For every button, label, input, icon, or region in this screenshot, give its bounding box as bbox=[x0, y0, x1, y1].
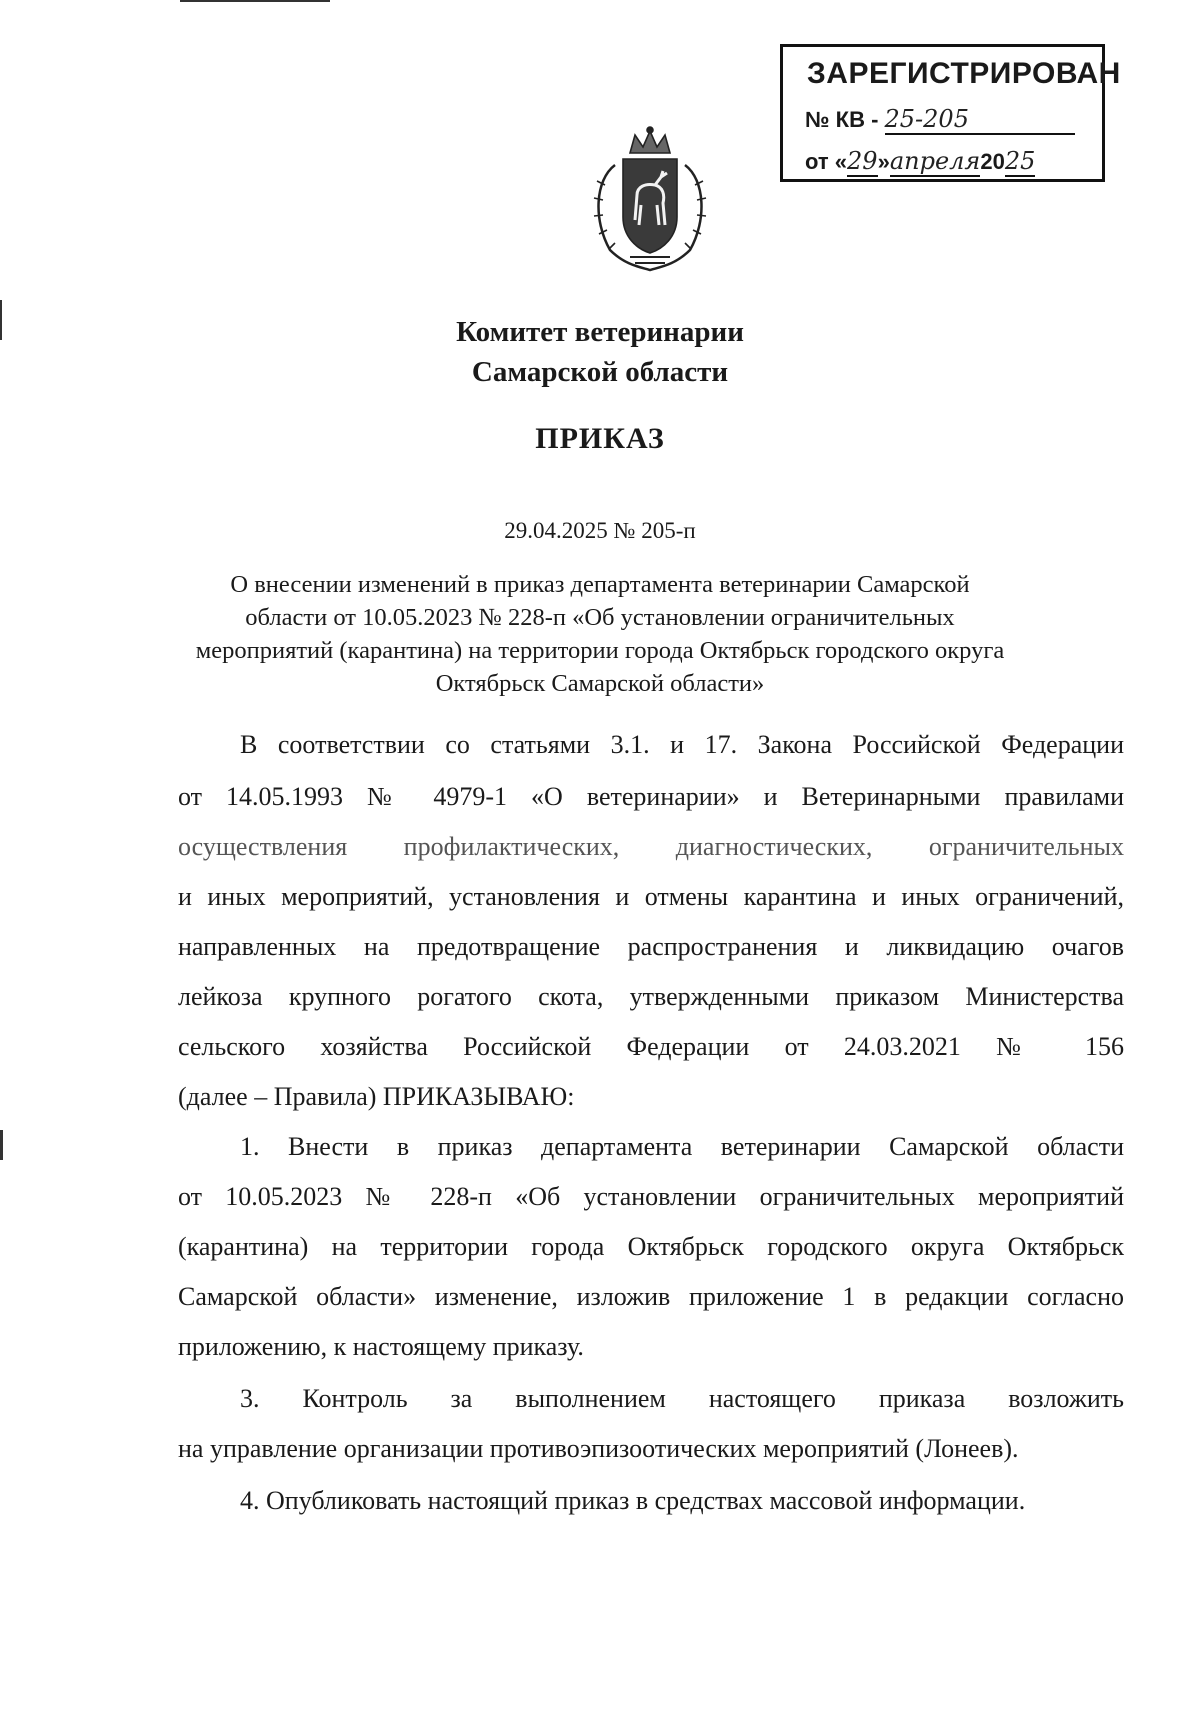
subject-line: О внесении изменений в приказ департамента ветеринарии Самарской bbox=[230, 571, 970, 598]
scan-edge-mark bbox=[0, 300, 2, 340]
preamble-line: лейкоза крупного рогатого скота, утвержденными приказом Министерства bbox=[178, 982, 1124, 1011]
scan-edge-mark bbox=[180, 0, 330, 2]
item-4-line: 4. Опубликовать настоящий приказ в средствах массовой информации. bbox=[240, 1486, 1026, 1515]
document-type-title: ПРИКАЗ bbox=[535, 422, 665, 455]
organization-name-line-2: Самарской области bbox=[471, 356, 729, 388]
stamp-number-line bbox=[805, 105, 1075, 135]
order-subject bbox=[0, 568, 1200, 700]
item-3-line: 3. Контроль за выполнением настоящего приказа возложить bbox=[240, 1384, 1124, 1413]
scan-edge-mark bbox=[0, 1130, 3, 1160]
stamp-date-day: 29 bbox=[847, 147, 878, 175]
samara-coat-of-arms-icon bbox=[575, 125, 725, 275]
document-date-number: 29.04.2025 № 205-п bbox=[504, 518, 696, 543]
preamble-line: осуществления профилактических, диагностических, ограничительных bbox=[178, 832, 1124, 861]
item-1-line: (карантина) на территории города Октябрьск городского округа Октябрьск bbox=[178, 1232, 1124, 1261]
stamp-number-handwritten: 25-205 bbox=[884, 105, 969, 133]
preamble-line: и иных мероприятий, установления и отмены карантина и иных ограничений, bbox=[178, 882, 1124, 911]
stamp-date-mid: » bbox=[877, 149, 890, 174]
subject-line: Октябрьск Самарской области» bbox=[435, 670, 765, 697]
subject-line: области от 10.05.2023 № 228-п «Об установлении ограничительных bbox=[245, 604, 955, 631]
registration-stamp bbox=[780, 44, 1121, 182]
stamp-date-prefix: от « bbox=[805, 149, 848, 174]
item-3-line: на управление организации противоэпизоотических мероприятий (Лонеев). bbox=[178, 1434, 1019, 1463]
stamp-date-year-suffix: 25 bbox=[1004, 147, 1036, 175]
preamble-line: от 14.05.1993 № 4979-1 «О ветеринарии» и Ветеринарными правилами bbox=[178, 782, 1124, 811]
item-1-line: 1. Внести в приказ департамента ветеринарии Самарской области bbox=[240, 1132, 1124, 1161]
item-1-line: от 10.05.2023 № 228-п «Об установлении ограничительных мероприятий bbox=[178, 1182, 1124, 1211]
preamble-line: сельского хозяйства Российской Федерации от 24.03.2021 № 156 bbox=[178, 1032, 1124, 1061]
subject-line: мероприятий (карантина) на территории города Октябрьск городского округа bbox=[195, 637, 1005, 664]
item-1-line: приложению, к настоящему приказу. bbox=[178, 1332, 584, 1361]
preamble-line: (далее – Правила) ПРИКАЗЫВАЮ: bbox=[178, 1082, 575, 1111]
organization-name-line-1: Комитет ветеринарии bbox=[456, 316, 744, 348]
stamp-number-prefix: № КВ - bbox=[805, 107, 879, 132]
stamp-title: ЗАРЕГИСТРИРОВАН bbox=[807, 57, 1121, 90]
preamble-line: В соответствии со статьями 3.1. и 17. Закона Российской Федерации bbox=[240, 730, 1124, 759]
preamble-line: направленных на предотвращение распространения и ликвидацию очагов bbox=[178, 932, 1124, 961]
stamp-date-line bbox=[805, 147, 1035, 177]
stamp-date-year-prefix: 20 bbox=[980, 149, 1005, 174]
stamp-date-month: апреля bbox=[889, 147, 981, 175]
item-1-line: Самарской области» изменение, изложив приложение 1 в редакции согласно bbox=[178, 1282, 1124, 1311]
stamp-number-field bbox=[885, 105, 1075, 135]
